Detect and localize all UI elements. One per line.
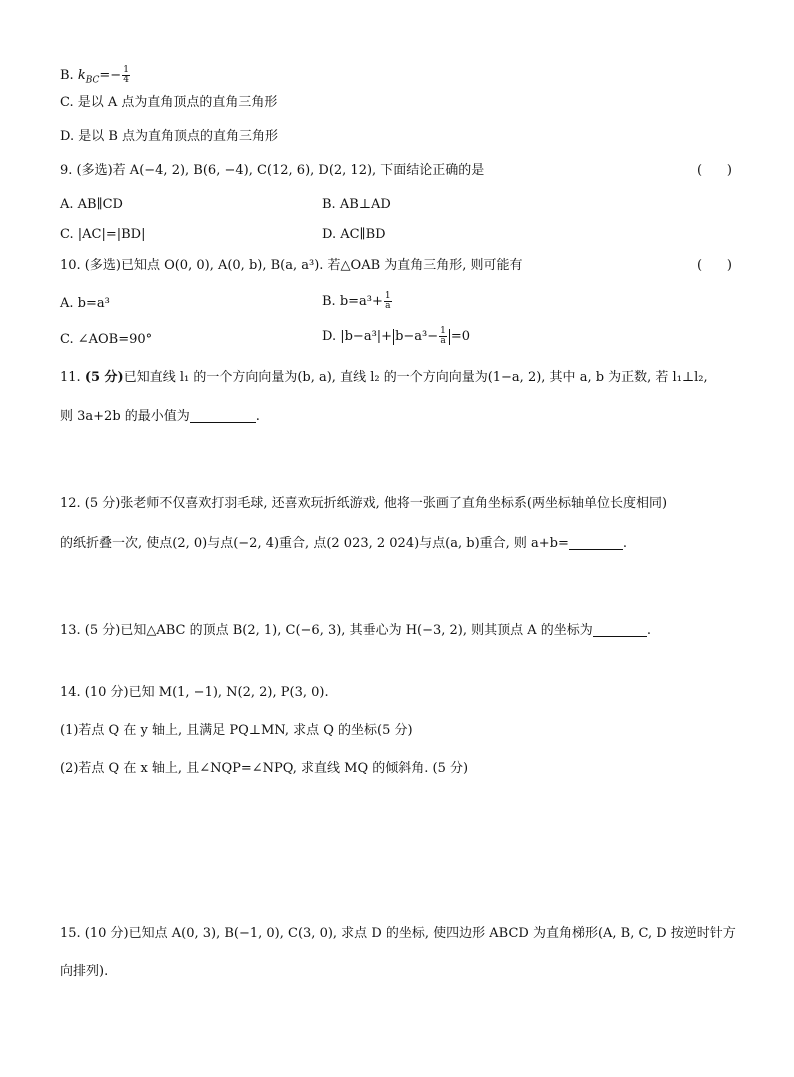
- q10-option-b: [322, 292, 393, 311]
- q15-line2: 向排列).: [60, 964, 109, 979]
- q12-line1: 12. (5 分)张老师不仅喜欢打羽毛球, 还喜欢玩折纸游戏, 他将一张画了直角坐标系(两坐标轴单位长度相同): [60, 496, 668, 511]
- abs-bar-left: [393, 329, 394, 345]
- q10-option-a: A. b=a³: [60, 296, 110, 311]
- q8-option-b-prefix: B.: [60, 68, 78, 83]
- q10-option-d-frac-num: 1: [440, 326, 446, 336]
- q10-option-b-fraction: [384, 292, 392, 311]
- q13-text-suffix: .: [646, 623, 651, 638]
- q10-option-d-inner: b−a³−: [395, 329, 439, 344]
- q12-line2: [60, 537, 627, 550]
- q10-option-d-frac-den: a: [440, 336, 446, 346]
- q14-stem: 14. (10 分)已知 M(1, −1), N(2, 2), P(3, 0).: [60, 685, 329, 700]
- q8-option-c: C. 是以 A 点为直角顶点的直角三角形: [60, 95, 278, 110]
- abs-bar-right: [449, 329, 450, 345]
- q14-part1: (1)若点 Q 在 y 轴上, 且满足 PQ⊥MN, 求点 Q 的坐标(5 分): [60, 723, 413, 738]
- q9-option-b: B. AB⊥AD: [322, 197, 391, 212]
- q14-part2: (2)若点 Q 在 x 轴上, 且∠NQP=∠NPQ, 求直线 MQ 的倾斜角. (5 分): [60, 761, 469, 776]
- q8-option-b-frac-den: 4: [123, 75, 129, 85]
- q13-text-prefix: 13. (5 分)已知△ABC 的顶点 B(2, 1), C(−6, 3), 其垂心为 H(−3, 2), 则其顶点 A 的坐标为: [60, 623, 593, 638]
- q8-option-d: D. 是以 B 点为直角顶点的直角三角形: [60, 129, 279, 144]
- q11-text1: 已知直线 l₁ 的一个方向向量为(b, a), 直线 l₂ 的一个方向向量为(1−a, 2), 其中 a, b 为正数, 若 l₁⊥l₂,: [123, 370, 708, 385]
- q9-stem: 9. (多选)若 A(−4, 2), B(6, −4), C(12, 6), D(2, 12), 下面结论正确的是: [60, 163, 485, 178]
- q11-text2-prefix: 则 3a+2b 的最小值为: [60, 409, 190, 424]
- q12-text2-suffix: .: [622, 536, 628, 551]
- q10-option-c: C. ∠AOB=90°: [60, 332, 153, 347]
- q10-stem: 10. (多选)已知点 O(0, 0), A(0, b), B(a, a³). 若△OAB 为直角三角形, 则可能有: [60, 258, 523, 273]
- q10-option-d-suffix: =0: [450, 329, 471, 344]
- q10-option-b-frac-num: 1: [384, 291, 391, 301]
- q8-option-b-fraction: [122, 66, 130, 85]
- q8-option-b-eq: =−: [99, 68, 122, 83]
- q11-number: 11.: [60, 370, 85, 385]
- q10-option-d-prefix: D. |b−a³|+: [322, 329, 393, 344]
- q10-option-d: [322, 327, 470, 346]
- q13-answer-blank[interactable]: [593, 624, 647, 637]
- q10-answer-paren: ( ): [697, 258, 732, 273]
- q9-option-a: A. AB∥CD: [60, 197, 123, 212]
- q12-text2-prefix: 的纸折叠一次, 使点(2, 0)与点(−2, 4)重合, 点(2 023, 2 024)与点(a, b)重合, 则 a+b=: [60, 536, 569, 551]
- q11-line2: [60, 410, 260, 423]
- q8-option-b: [60, 66, 131, 86]
- q9-answer-paren: ( ): [697, 163, 732, 178]
- q10-option-d-fraction: [439, 327, 447, 346]
- q11-line1: [60, 371, 708, 384]
- q8-option-b-k: k: [77, 68, 86, 83]
- q9-option-d: D. AC∥BD: [322, 227, 386, 242]
- q10-option-b-prefix: B. b=a³+: [322, 294, 383, 309]
- q13-line: [60, 624, 651, 637]
- q9-option-c: C. |AC|=|BD|: [60, 227, 146, 242]
- q15-line1: 15. (10 分)已知点 A(0, 3), B(−1, 0), C(3, 0), 求点 D 的坐标, 使四边形 ABCD 为直角梯形(A, B, C, D 按逆时针方: [60, 926, 736, 941]
- q11-score: (5 分): [84, 370, 124, 385]
- q8-option-b-frac-num: 1: [123, 65, 129, 75]
- q12-answer-blank[interactable]: [569, 537, 623, 550]
- q11-text2-suffix: .: [255, 409, 260, 424]
- q8-option-b-sub: BC: [85, 75, 100, 86]
- q11-answer-blank[interactable]: [190, 410, 256, 423]
- q10-option-b-frac-den: a: [385, 301, 391, 311]
